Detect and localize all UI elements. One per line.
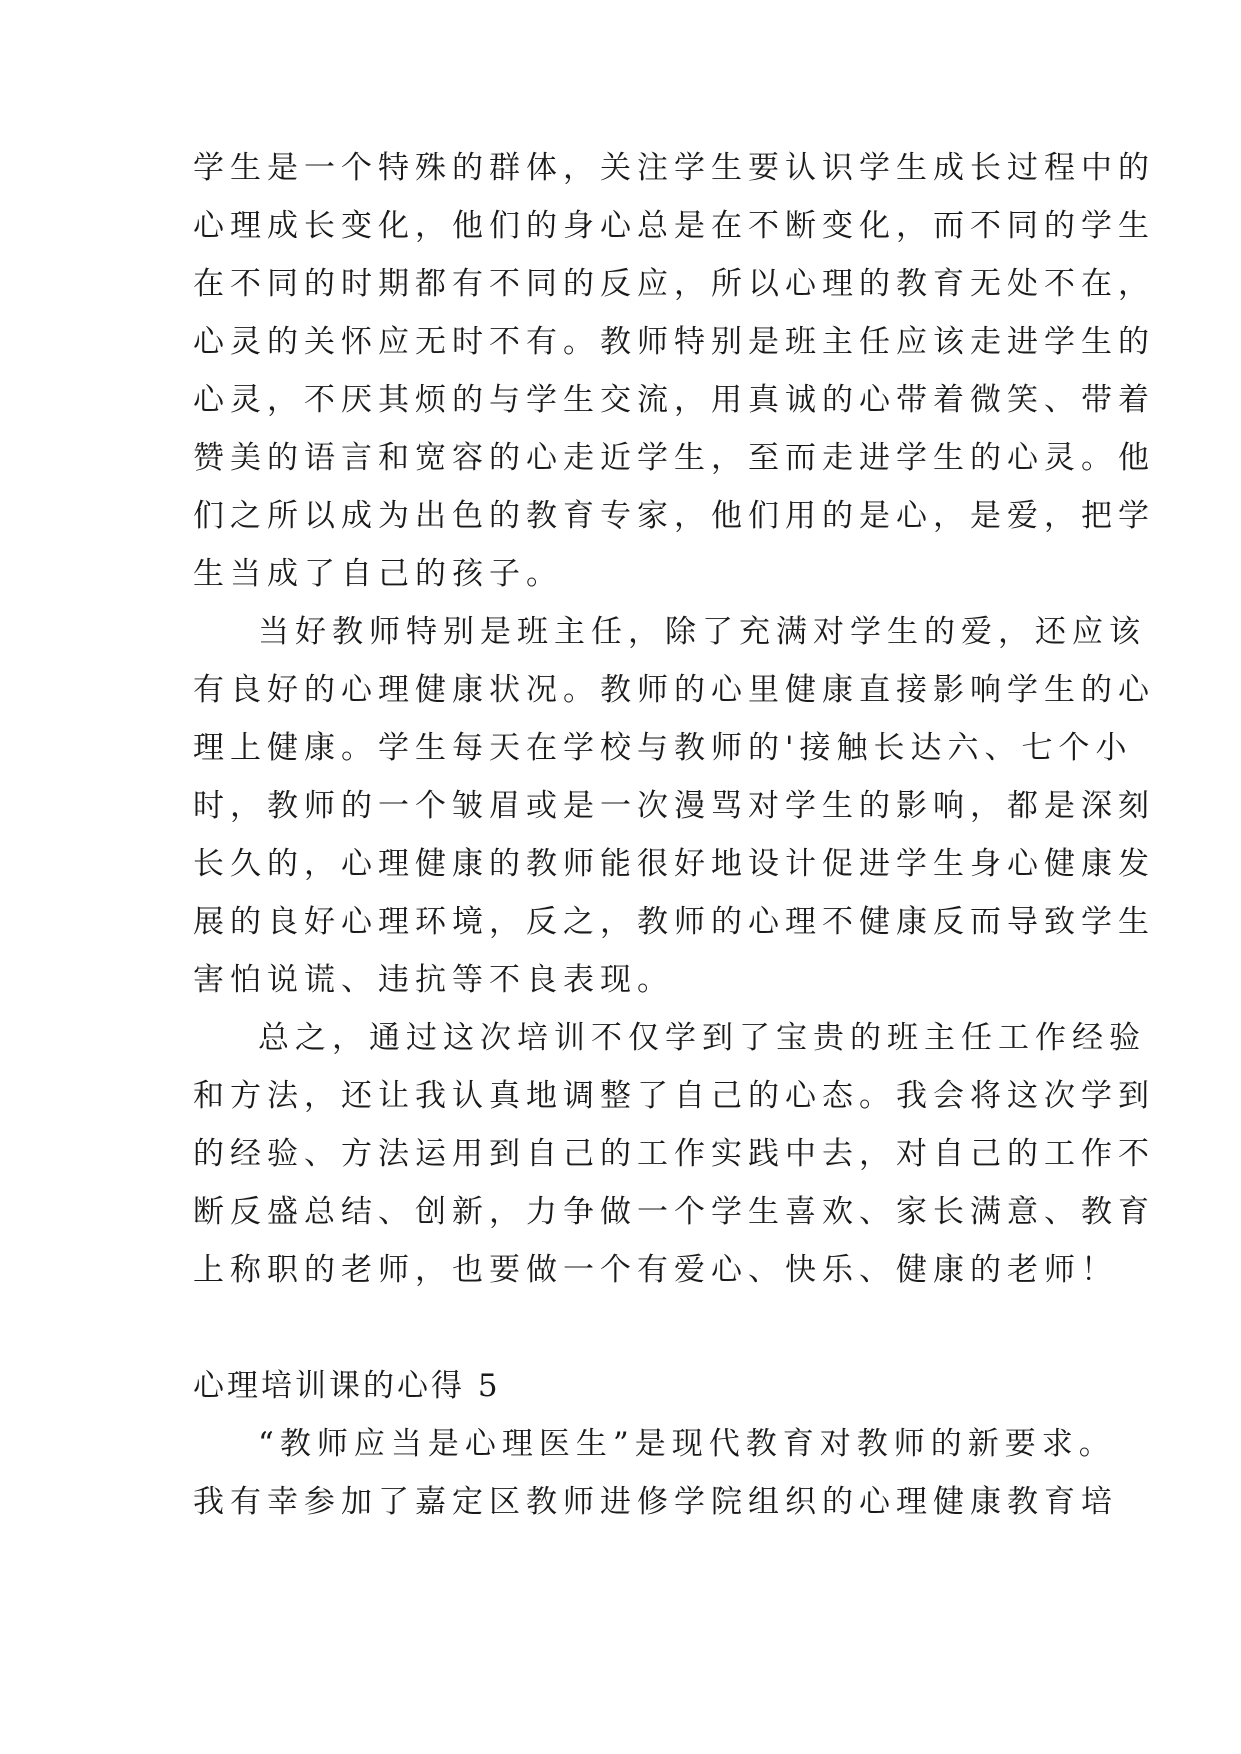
paragraph-4-line-2: 我有幸参加了嘉定区教师进修学院组织的心理健康教育培 — [193, 1484, 1118, 1520]
paragraph-1-line-3: 在不同的时期都有不同的反应，所以心理的教育无处不在， — [193, 266, 1155, 302]
paragraph-2-line-6: 展的良好心理环境，反之，教师的心理不健康反而导致学生 — [193, 904, 1155, 940]
paragraph-1-line-7: 们之所以成为出色的教育专家，他们用的是心，是爱，把学 — [193, 498, 1155, 534]
paragraph-1-line-4: 心灵的关怀应无时不有。教师特别是班主任应该走进学生的 — [193, 324, 1155, 360]
paragraph-1-line-5: 心灵，不厌其烦的与学生交流，用真诚的心带着微笑、带着 — [193, 382, 1155, 418]
paragraph-1-line-8: 生当成了自己的孩子。 — [193, 556, 563, 592]
paragraph-2-line-2: 有良好的心理健康状况。教师的心里健康直接影响学生的心 — [193, 672, 1155, 708]
paragraph-2-line-1: 当好教师特别是班主任，除了充满对学生的爱，还应该 — [258, 614, 1146, 650]
section-heading: 心理培训课的心得 5 — [193, 1368, 501, 1404]
paragraph-3-line-3: 的经验、方法运用到自己的工作实践中去，对自己的工作不 — [193, 1136, 1155, 1172]
paragraph-1-line-1: 学生是一个特殊的群体，关注学生要认识学生成长过程中的 — [193, 150, 1155, 186]
paragraph-3-line-2: 和方法，还让我认真地调整了自己的心态。我会将这次学到 — [193, 1078, 1155, 1114]
paragraph-3-line-4: 断反盛总结、创新，力争做一个学生喜欢、家长满意、教育 — [193, 1194, 1155, 1230]
paragraph-2-line-5: 长久的，心理健康的教师能很好地设计促进学生身心健康发 — [193, 846, 1155, 882]
paragraph-1-line-6: 赞美的语言和宽容的心走近学生，至而走进学生的心灵。他 — [193, 440, 1155, 476]
paragraph-2-line-3: 理上健康。学生每天在学校与教师的'接触长达六、七个小 — [193, 730, 1133, 766]
paragraph-1-line-2: 心理成长变化，他们的身心总是在不断变化，而不同的学生 — [193, 208, 1155, 244]
paragraph-2-line-7: 害怕说谎、违抗等不良表现。 — [193, 962, 674, 998]
paragraph-2-line-4: 时，教师的一个皱眉或是一次漫骂对学生的影响，都是深刻 — [193, 788, 1155, 824]
paragraph-3-line-1: 总之，通过这次培训不仅学到了宝贵的班主任工作经验 — [258, 1020, 1146, 1056]
paragraph-3-line-5: 上称职的老师，也要做一个有爱心、快乐、健康的老师！ — [193, 1252, 1118, 1288]
paragraph-4-line-1: “教师应当是心理医生”是现代教育对教师的新要求。 — [258, 1426, 1116, 1462]
